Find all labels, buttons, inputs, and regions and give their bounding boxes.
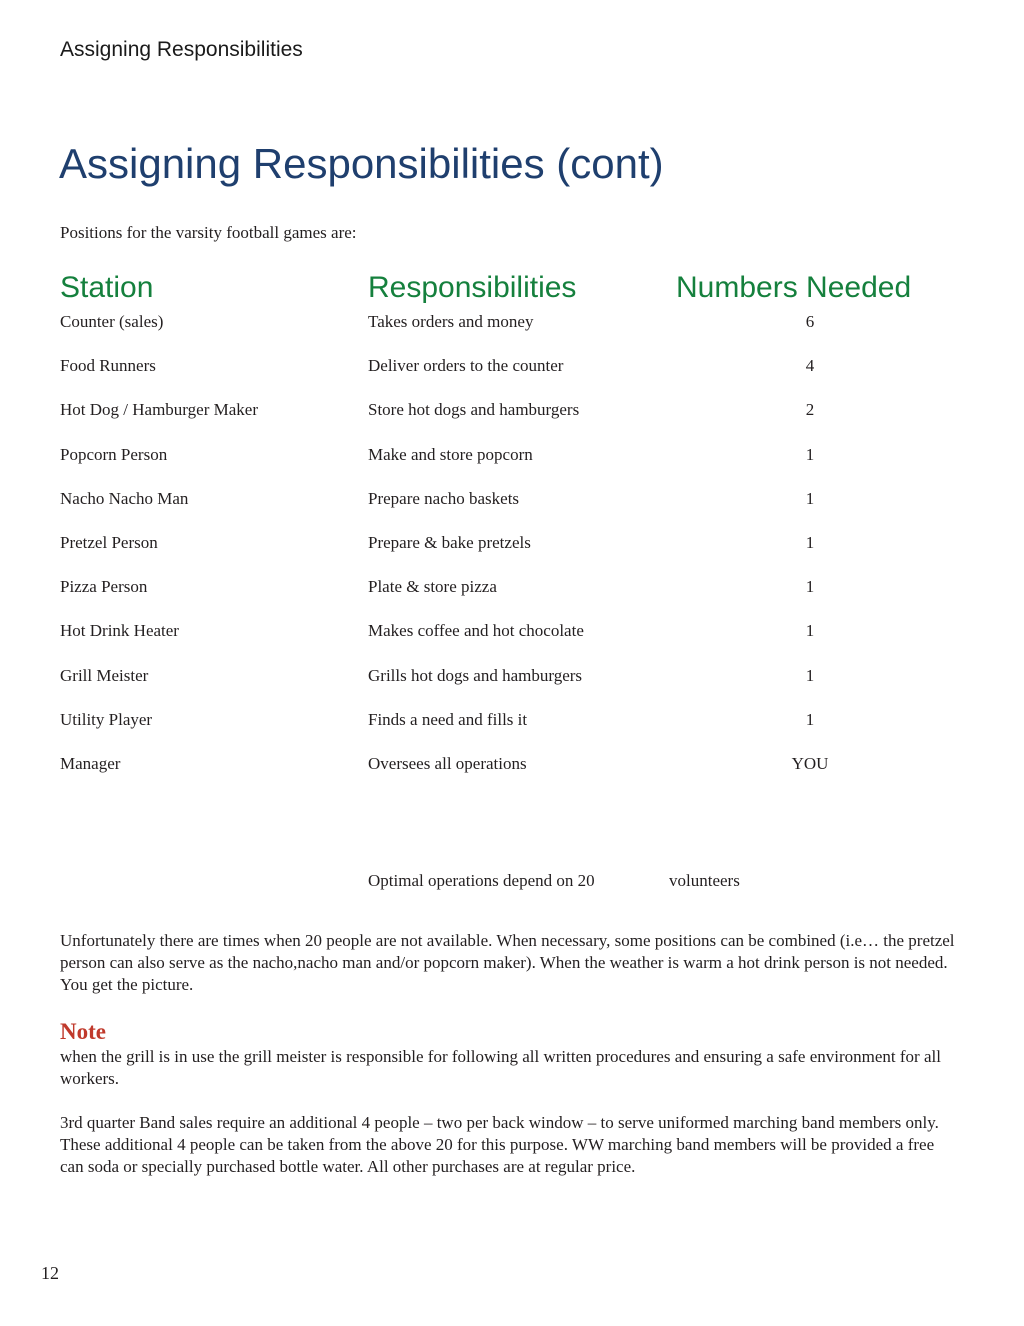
number-cell: 4 xyxy=(805,356,815,376)
responsibility-cell: Prepare & bake pretzels xyxy=(368,532,531,552)
station-cell: Hot Drink Heater xyxy=(60,621,179,641)
table-row xyxy=(0,445,1024,489)
number-cell: YOU xyxy=(791,753,829,773)
responsibility-cell: Plate & store pizza xyxy=(368,577,497,597)
responsibility-cell: Make and store popcorn xyxy=(368,444,533,464)
station-cell: Grill Meister xyxy=(60,665,149,685)
number-cell: 1 xyxy=(805,532,815,552)
number-cell: 1 xyxy=(805,709,815,729)
table-row xyxy=(0,666,1024,710)
number-cell: 1 xyxy=(805,444,815,464)
column-header-station: Station xyxy=(60,271,154,304)
station-cell: Manager xyxy=(60,753,121,773)
optimal-operations-text: Optimal operations depend on 20 xyxy=(368,871,595,890)
table-row xyxy=(0,356,1024,400)
table-row xyxy=(0,754,1024,798)
table-row xyxy=(0,533,1024,577)
table-row xyxy=(0,577,1024,621)
station-cell: Pretzel Person xyxy=(60,532,158,552)
page-number: 12 xyxy=(41,1263,59,1283)
intro-text: Positions for the varsity football games are: xyxy=(60,223,357,242)
station-cell: Food Runners xyxy=(60,356,156,376)
volunteers-label: volunteers xyxy=(669,871,740,890)
number-cell: 2 xyxy=(805,400,815,420)
responsibility-cell: Store hot dogs and hamburgers xyxy=(368,400,580,420)
table-row xyxy=(0,400,1024,444)
note-text: when the grill is in use the grill meister is responsible for following all written procedures and ensuring a safe environment for all workers. xyxy=(60,1047,941,1088)
responsibility-cell: Takes orders and money xyxy=(368,312,534,331)
station-cell: Nacho Nacho Man xyxy=(60,488,189,508)
responsibility-cell: Finds a need and fills it xyxy=(368,709,528,729)
station-cell: Hot Dog / Hamburger Maker xyxy=(60,400,258,420)
positions-table xyxy=(0,312,1024,798)
number-cell: 1 xyxy=(805,488,815,508)
station-cell: Utility Player xyxy=(60,709,153,729)
running-header: Assigning Responsibilities xyxy=(60,38,303,61)
table-row xyxy=(0,710,1024,754)
table-row xyxy=(0,312,1024,356)
column-header-numbers-needed: Numbers Needed xyxy=(676,271,912,304)
station-cell: Counter (sales) xyxy=(60,312,164,331)
table-row xyxy=(0,489,1024,533)
table-row xyxy=(0,621,1024,665)
combining-positions-paragraph: Unfortunately there are times when 20 people are not available. When necessary, some positions can be combined (i.e… the pretzel person can also serve as the nacho,nacho man and/or popcorn maker). When the weather is warm a hot drink person is not needed. You get the picture. xyxy=(60,931,955,994)
responsibility-cell: Prepare nacho baskets xyxy=(368,488,520,508)
responsibility-cell: Grills hot dogs and hamburgers xyxy=(368,665,583,685)
station-cell: Pizza Person xyxy=(60,577,148,597)
station-cell: Popcorn Person xyxy=(60,444,168,464)
page-title: Assigning Responsibilities (cont) xyxy=(59,140,664,187)
column-header-responsibilities: Responsibilities xyxy=(368,271,577,304)
number-cell: 6 xyxy=(805,312,815,331)
number-cell: 1 xyxy=(805,665,815,685)
note-heading: Note xyxy=(60,1019,106,1044)
number-cell: 1 xyxy=(805,577,815,597)
responsibility-cell: Deliver orders to the counter xyxy=(368,356,564,376)
responsibility-cell: Oversees all operations xyxy=(368,753,527,773)
band-sales-paragraph: 3rd quarter Band sales require an additional 4 people – two per back window – to serve uniformed marching band members only. These additional 4 people can be taken from the above 20 for this purpose. WW marching band members will be provided a free can soda or specially purchased bottle water. All other purchases are at regular price. xyxy=(60,1113,939,1176)
responsibility-cell: Makes coffee and hot chocolate xyxy=(368,621,584,641)
number-cell: 1 xyxy=(805,621,815,641)
